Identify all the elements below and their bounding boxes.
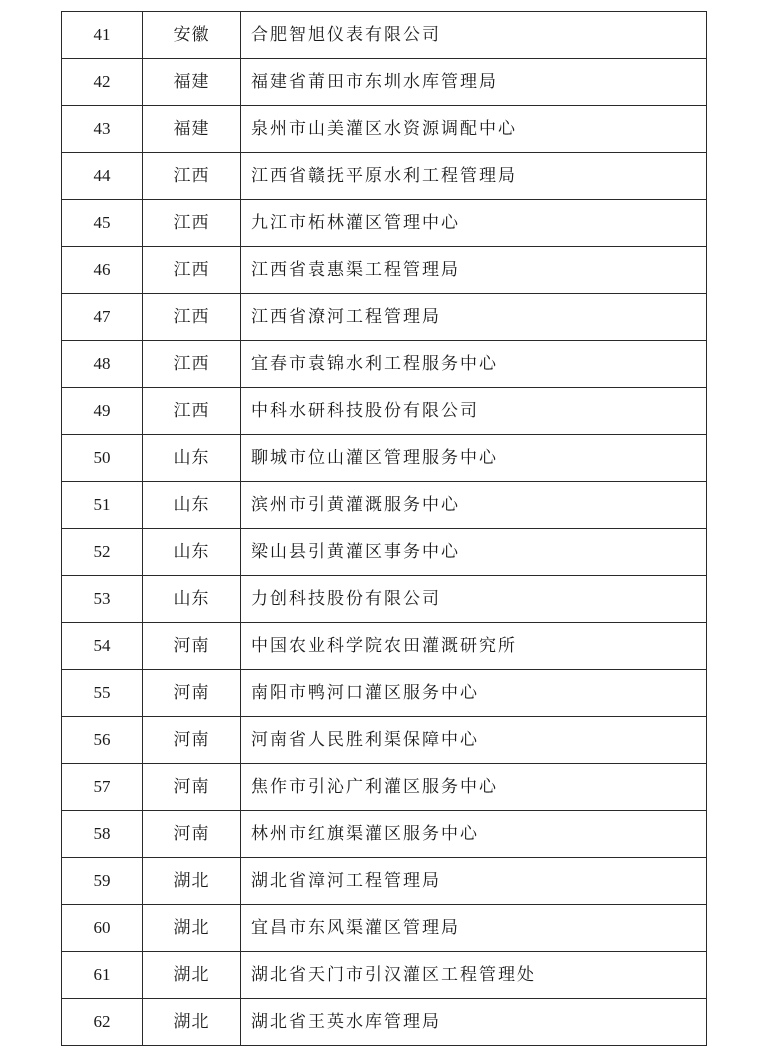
row-number-cell: 53 [62,576,143,623]
organization-cell: 湖北省王英水库管理局 [241,999,707,1046]
organization-cell: 江西省袁惠渠工程管理局 [241,247,707,294]
organization-cell: 江西省赣抚平原水利工程管理局 [241,153,707,200]
row-number-cell: 41 [62,12,143,59]
province-cell: 河南 [143,764,241,811]
row-number-cell: 61 [62,952,143,999]
province-cell: 河南 [143,670,241,717]
row-number-cell: 57 [62,764,143,811]
organization-cell: 中科水研科技股份有限公司 [241,388,707,435]
province-cell: 山东 [143,576,241,623]
table-body [62,12,707,1046]
organization-cell: 梁山县引黄灌区事务中心 [241,529,707,576]
organization-cell: 林州市红旗渠灌区服务中心 [241,811,707,858]
province-cell: 福建 [143,106,241,153]
row-number-cell: 42 [62,59,143,106]
table-row [62,999,707,1046]
organization-cell: 力创科技股份有限公司 [241,576,707,623]
table-row [62,200,707,247]
table-row [62,811,707,858]
table-row [62,858,707,905]
province-cell: 安徽 [143,12,241,59]
table-row [62,294,707,341]
province-cell: 河南 [143,717,241,764]
organization-cell: 中国农业科学院农田灌溉研究所 [241,623,707,670]
organization-cell: 湖北省漳河工程管理局 [241,858,707,905]
organization-cell: 南阳市鸭河口灌区服务中心 [241,670,707,717]
province-cell: 山东 [143,435,241,482]
organization-cell: 聊城市位山灌区管理服务中心 [241,435,707,482]
organization-cell: 滨州市引黄灌溉服务中心 [241,482,707,529]
province-cell: 山东 [143,529,241,576]
table-row [62,12,707,59]
table-row [62,529,707,576]
row-number-cell: 45 [62,200,143,247]
table-row [62,576,707,623]
province-cell: 江西 [143,388,241,435]
table-row [62,717,707,764]
organization-cell: 宜春市袁锦水利工程服务中心 [241,341,707,388]
row-number-cell: 47 [62,294,143,341]
table-row [62,153,707,200]
province-cell: 河南 [143,811,241,858]
row-number-cell: 59 [62,858,143,905]
organization-cell: 湖北省天门市引汉灌区工程管理处 [241,952,707,999]
table-row [62,764,707,811]
row-number-cell: 50 [62,435,143,482]
table-row [62,388,707,435]
province-cell: 江西 [143,153,241,200]
row-number-cell: 60 [62,905,143,952]
row-number-cell: 62 [62,999,143,1046]
organization-cell: 泉州市山美灌区水资源调配中心 [241,106,707,153]
province-cell: 江西 [143,247,241,294]
table-row [62,247,707,294]
row-number-cell: 49 [62,388,143,435]
organization-cell: 焦作市引沁广利灌区服务中心 [241,764,707,811]
table-row [62,623,707,670]
row-number-cell: 58 [62,811,143,858]
table-row [62,482,707,529]
row-number-cell: 44 [62,153,143,200]
table-row [62,59,707,106]
province-cell: 江西 [143,341,241,388]
organization-cell: 江西省潦河工程管理局 [241,294,707,341]
table-row [62,952,707,999]
organization-cell: 宜昌市东风渠灌区管理局 [241,905,707,952]
row-number-cell: 51 [62,482,143,529]
table-row [62,670,707,717]
organization-table [61,11,707,1046]
organization-cell: 河南省人民胜利渠保障中心 [241,717,707,764]
province-cell: 河南 [143,623,241,670]
province-cell: 湖北 [143,952,241,999]
province-cell: 湖北 [143,858,241,905]
table-row [62,435,707,482]
organization-cell: 九江市柘林灌区管理中心 [241,200,707,247]
province-cell: 湖北 [143,905,241,952]
province-cell: 山东 [143,482,241,529]
province-cell: 江西 [143,294,241,341]
organization-cell: 合肥智旭仪表有限公司 [241,12,707,59]
table-row [62,905,707,952]
row-number-cell: 55 [62,670,143,717]
province-cell: 江西 [143,200,241,247]
row-number-cell: 43 [62,106,143,153]
table-row [62,341,707,388]
row-number-cell: 52 [62,529,143,576]
row-number-cell: 56 [62,717,143,764]
province-cell: 湖北 [143,999,241,1046]
table-row [62,106,707,153]
row-number-cell: 46 [62,247,143,294]
row-number-cell: 48 [62,341,143,388]
province-cell: 福建 [143,59,241,106]
organization-cell: 福建省莆田市东圳水库管理局 [241,59,707,106]
row-number-cell: 54 [62,623,143,670]
